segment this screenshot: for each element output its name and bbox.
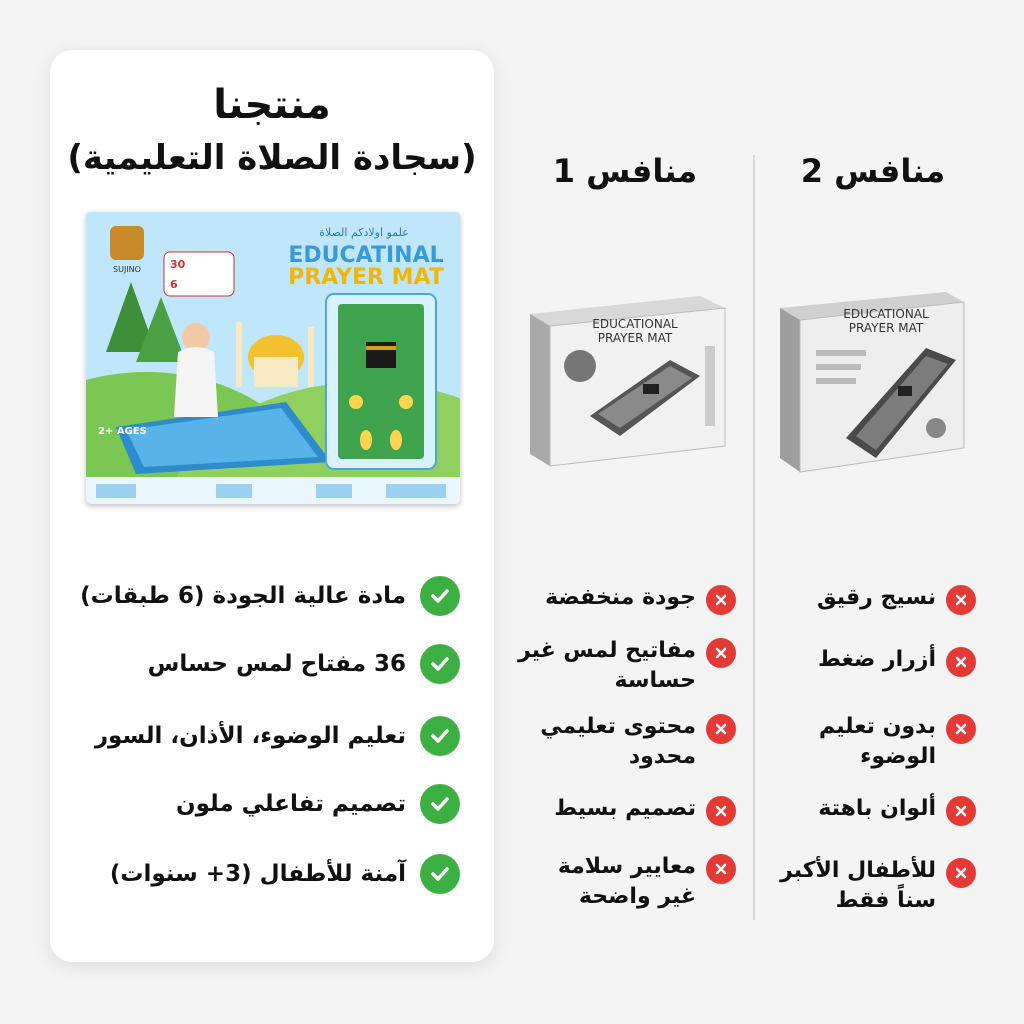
cross-icon (706, 714, 736, 744)
con-text: جودة منخفضة (545, 585, 696, 610)
cross-icon (946, 858, 976, 888)
competitor-1-box-line1: EDUCATIONAL (592, 317, 678, 331)
feature-text: مادة عالية الجودة (6 طبقات) (80, 583, 406, 609)
con-text: بدون تعليم الوضوء (819, 714, 936, 769)
competitor-1-con-item (510, 852, 736, 912)
competitor-2-con-item (770, 645, 976, 677)
feature-item (80, 854, 460, 894)
age-label: 2+ AGES (98, 426, 147, 437)
our-product-card (50, 50, 494, 962)
feature-text: تعليم الوضوء، الأذان، السور (94, 723, 406, 749)
competitor-1-con-item (510, 712, 736, 772)
competitor-1-title: منافس 1 (552, 152, 698, 190)
competitor-2-con-item (770, 712, 976, 772)
column-divider (753, 155, 755, 920)
competitor-2-con-item (770, 794, 976, 826)
con-text: للأطفال الأكبر سناً فقط (780, 858, 936, 913)
feature-item (80, 644, 460, 684)
feature-list (50, 50, 494, 962)
con-text: معايير سلامة غير واضحة (557, 854, 696, 909)
cross-icon (706, 585, 736, 615)
brand-label: SUJINO (113, 265, 141, 274)
spec-number-6: 6 (170, 278, 178, 291)
feature-text: آمنة للأطفال (3+ سنوات) (109, 861, 406, 887)
check-icon (420, 716, 460, 756)
competitor-2-image (776, 288, 972, 482)
check-icon (420, 576, 460, 616)
competitor-2-box-line2: PRAYER MAT (848, 321, 924, 335)
check-icon (420, 644, 460, 684)
check-icon (420, 854, 460, 894)
cross-icon (946, 796, 976, 826)
spec-number-30: 30 (170, 258, 186, 271)
cross-icon (706, 854, 736, 884)
competitor-2-con-item (770, 583, 976, 615)
competitor-1-image (520, 296, 732, 472)
competitor-2-title: منافس 2 (800, 152, 946, 190)
cross-icon (946, 714, 976, 744)
cross-icon (706, 638, 736, 668)
box-name-line1: EDUCATINAL (288, 243, 444, 268)
competitor-1-con-item (520, 583, 736, 615)
cross-icon (706, 796, 736, 826)
feature-item (80, 716, 460, 756)
feature-item (80, 576, 460, 616)
con-text: محتوى تعليمي محدود (540, 714, 696, 769)
banner-text: علمو اولادكم الصلاة (319, 226, 409, 239)
competitor-2-con-item (770, 856, 976, 916)
con-text: أزرار ضغط (818, 647, 936, 672)
competitor-2-box-line1: EDUCATIONAL (843, 307, 929, 321)
our-product-subtitle: (سجادة الصلاة التعليمية) (67, 138, 477, 178)
competitor-1-con-item (520, 794, 736, 826)
our-product-title: منتجنا (213, 82, 331, 128)
feature-item (80, 784, 460, 824)
cross-icon (946, 585, 976, 615)
con-text: نسيج رقيق (816, 585, 936, 610)
box-name-line2: PRAYER MAT (288, 265, 444, 290)
con-text: مفاتيح لمس غير حساسة (518, 638, 696, 693)
check-icon (420, 784, 460, 824)
competitor-1-box-line2: PRAYER MAT (597, 331, 673, 345)
feature-text: تصميم تفاعلي ملون (175, 791, 406, 817)
feature-text: 36 مفتاح لمس حساس (147, 651, 406, 677)
con-text: تصميم بسيط (554, 796, 696, 821)
competitor-1-con-item (510, 636, 736, 696)
cross-icon (946, 647, 976, 677)
con-text: ألوان باهتة (818, 796, 936, 821)
